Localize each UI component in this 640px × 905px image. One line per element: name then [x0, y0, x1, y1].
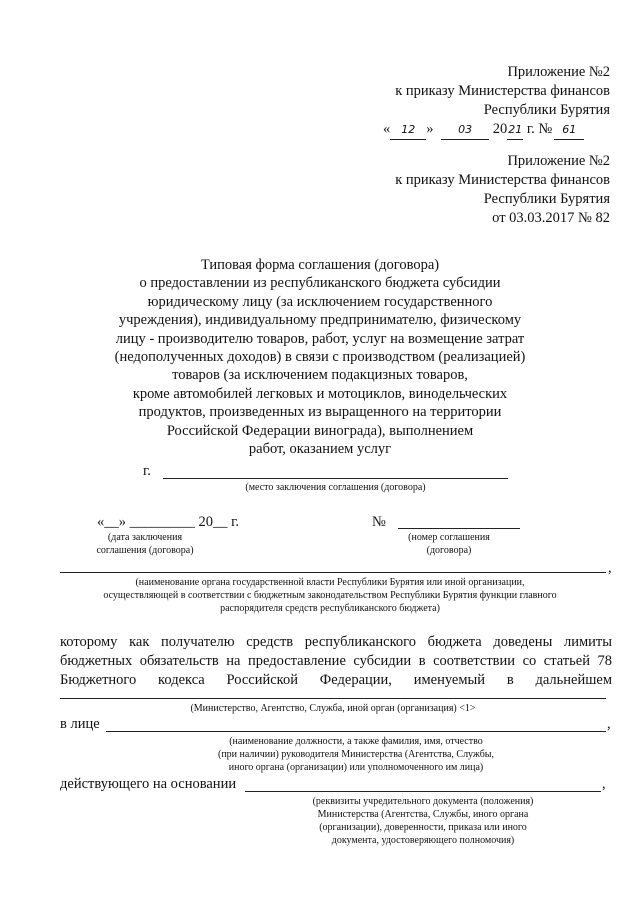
appendix-republic-top: Республики Бурятия [483, 102, 610, 118]
title-line: (недополученных доходов) в связи с производством (реализацией) [114, 349, 526, 366]
number-field[interactable] [398, 528, 520, 529]
title-line: учреждения), индивидуальному предпринимателю, физическому [118, 312, 522, 329]
number-prefix: № [372, 514, 386, 530]
basis-caption-1: (реквизиты учредительного документа (положения) [312, 796, 534, 807]
title-line: продуктов, произведенных из выращенного на территории [138, 404, 502, 421]
appendix-label-top: Приложение №2 [507, 64, 610, 80]
place-caption: (место заключения соглашения (договора) [245, 482, 426, 493]
paragraph-line-1: которому как получателю средств республиканского бюджета доведены лимиты [60, 634, 612, 650]
number-caption-1: (номер соглашения [408, 532, 490, 543]
in-person-field[interactable] [106, 731, 606, 732]
organ-caption-1: (наименование органа государственной власти Республики Бурятия или иной организации, [135, 577, 525, 588]
appendix-order-top: к приказу Министерства финансов [395, 83, 610, 99]
order-year-mark: г. № [526, 121, 553, 137]
organ-field[interactable] [60, 572, 606, 573]
basis-comma: , [602, 776, 606, 792]
order-month: 03 [441, 120, 489, 140]
in-person-caption-1: (наименование должности, а также фамилия, имя, отчество [229, 736, 483, 747]
order-day: 12 [390, 120, 426, 140]
date-field[interactable]: «__» _________ 20__ г. [97, 514, 240, 530]
appendix-label: Приложение №2 [507, 153, 610, 169]
order-year-suffix: 21 [507, 120, 523, 140]
paragraph-line-2: бюджетных обязательств на предоставление субсидии в соответствии со статьей 78 [60, 653, 612, 669]
appendix-date-number: от 03.03.2017 № 82 [492, 210, 610, 226]
ministry-caption: (Министерство, Агентство, Служба, иной орган (организация) <1> [190, 703, 476, 714]
basis-caption-2: Министерства (Агентства, Службы, иного органа [317, 809, 529, 820]
organ-comma: , [608, 560, 612, 576]
appendix-order: к приказу Министерства финансов [395, 172, 610, 188]
order-date-line [383, 120, 584, 140]
appendix-republic: Республики Бурятия [483, 191, 610, 207]
basis-caption-4: документа, удостоверяющего полномочия) [331, 835, 515, 846]
title-line: лицу - производителю товаров, работ, услуг на возмещение затрат [115, 330, 525, 347]
date-caption-1: (дата заключения [107, 532, 183, 543]
organ-caption-2: осуществляющей в соответствии с бюджетным законодательством Республики Бурятия функции главного [103, 590, 557, 601]
title-line: Российской Федерации винограда), выполнением [166, 422, 474, 439]
organ-caption-3: распорядителя средств республиканского бюджета) [220, 603, 440, 614]
basis-field[interactable] [245, 791, 601, 792]
in-person-caption-3: иного органа (организации) или уполномоченного им лица) [228, 762, 484, 773]
title-line: товаров (за исключением подакцизных товаров, [172, 367, 468, 384]
paragraph-line-3: Бюджетного кодекса Российской Федерации, именуемый в дальнейшем [60, 672, 612, 688]
place-field[interactable] [163, 478, 508, 479]
title-line: о предоставлении из республиканского бюджета субсидии [139, 275, 501, 292]
basis-prefix: действующего на основании [60, 776, 237, 792]
order-year-prefix: 20 [492, 121, 508, 137]
open-quote: « [383, 121, 391, 137]
place-prefix: г. [143, 463, 151, 479]
order-number: 61 [554, 120, 584, 140]
document-title [60, 256, 580, 458]
date-caption-2: соглашения (договора) [96, 545, 194, 556]
title-line: юридическому лицу (за исключением государственного [147, 293, 493, 310]
title-line: кроме автомобилей легковых и мотоциклов, винодельческих [132, 385, 508, 402]
in-person-caption-2: (при наличии) руководителя Министерства (Агентства, Службы, [217, 749, 495, 760]
in-person-prefix: в лице [60, 716, 100, 732]
title-line: Типовая форма соглашения (договора) [200, 257, 440, 273]
basis-caption-3: (организации), доверенности, приказа или иного [319, 822, 527, 833]
in-person-comma: , [607, 716, 611, 732]
close-quote: » [426, 121, 434, 137]
title-line: работ, оказанием услуг [248, 441, 392, 458]
number-caption-2: (договора) [426, 545, 472, 556]
ministry-field[interactable] [60, 698, 606, 699]
